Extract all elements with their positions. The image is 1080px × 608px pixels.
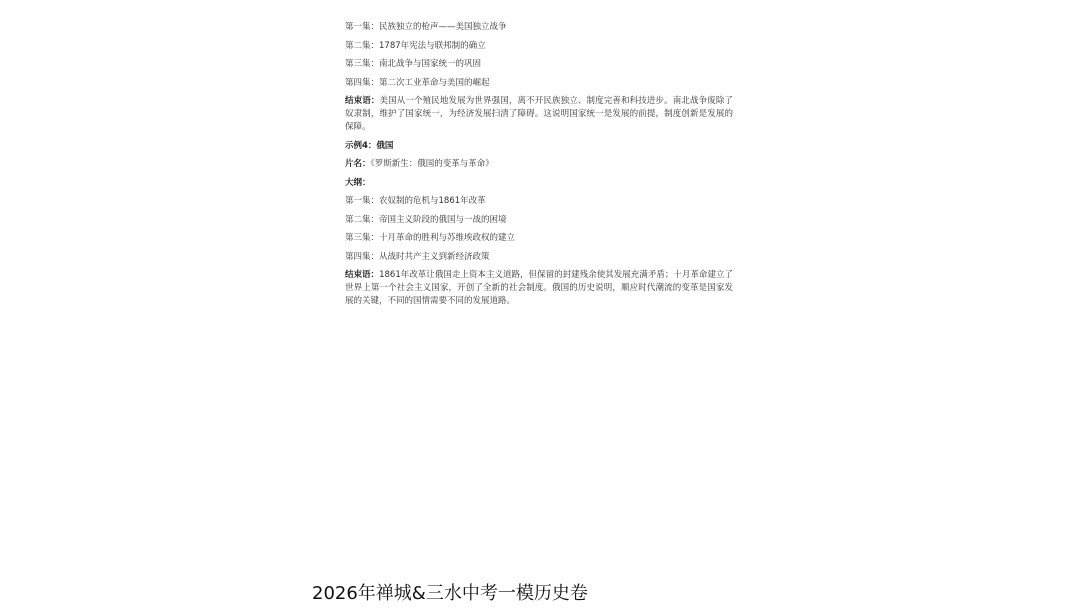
usa-episode-2 — [345, 40, 733, 53]
episode-label: 第三集： — [345, 233, 380, 243]
episode-text: 帝国主义阶段的俄国与一战的困境 — [379, 214, 507, 225]
episode-text: 民族独立的枪声——美国独立战争 — [379, 22, 507, 32]
episode-label: 第二集： — [345, 214, 380, 225]
document-page — [345, 21, 733, 314]
conclusion-label: 结束语： — [345, 96, 380, 106]
russia-episode-2 — [345, 214, 733, 227]
episode-label: 第一集： — [345, 22, 380, 32]
film-title-text: 《罗斯新生：俄国的变革与革命》 — [370, 159, 494, 169]
russia-episode-3 — [345, 232, 733, 245]
video-caption: 2026年禅城&三水中考一模历史卷 — [312, 583, 588, 604]
conclusion-text: 美国从一个殖民地发展为世界强国，离不开民族独立、制度完善和科技进步。南北战争废除了奴隶制，维护了国家统一，为经济发展扫清了障碍。这说明国家统一是发展的前提，制度创新是发展的保障。 — [345, 96, 733, 132]
russia-episode-4 — [345, 251, 733, 264]
russia-conclusion — [345, 269, 733, 308]
episode-label: 第二集： — [345, 40, 380, 51]
example-heading: 示例4：俄国 — [345, 140, 394, 151]
film-title — [345, 158, 733, 171]
episode-label: 第三集： — [345, 59, 380, 69]
episode-label: 第一集： — [345, 196, 380, 206]
outline-label: 大纲： — [345, 177, 371, 188]
conclusion-label: 结束语： — [345, 270, 380, 280]
episode-text: 第二次工业革命与美国的崛起 — [379, 77, 490, 88]
episode-text: 南北战争与国家统一的巩固 — [379, 59, 482, 69]
usa-conclusion — [345, 95, 733, 134]
episode-label: 第四集： — [345, 251, 380, 262]
episode-text: 1787年宪法与联邦制的确立 — [379, 40, 486, 51]
conclusion-text: 1861年改革让俄国走上资本主义道路，但保留的封建残余使其发展充满矛盾；十月革命建立了世界上第一个社会主义国家，开创了全新的社会制度。俄国的历史说明，顺应时代潮流的变革是国家发展的关键，不同的国情需要不同的发展道路。 — [345, 270, 733, 306]
episode-text: 十月革命的胜利与苏维埃政权的建立 — [379, 233, 516, 243]
usa-episode-1 — [345, 21, 733, 34]
episode-label: 第四集： — [345, 77, 380, 88]
usa-episode-4 — [345, 77, 733, 90]
russia-episode-1 — [345, 195, 733, 208]
episode-text: 农奴制的危机与1861年改革 — [379, 196, 486, 206]
usa-episode-3 — [345, 58, 733, 71]
episode-text: 从战时共产主义到新经济政策 — [379, 251, 490, 262]
film-title-label: 片名： — [345, 159, 371, 169]
